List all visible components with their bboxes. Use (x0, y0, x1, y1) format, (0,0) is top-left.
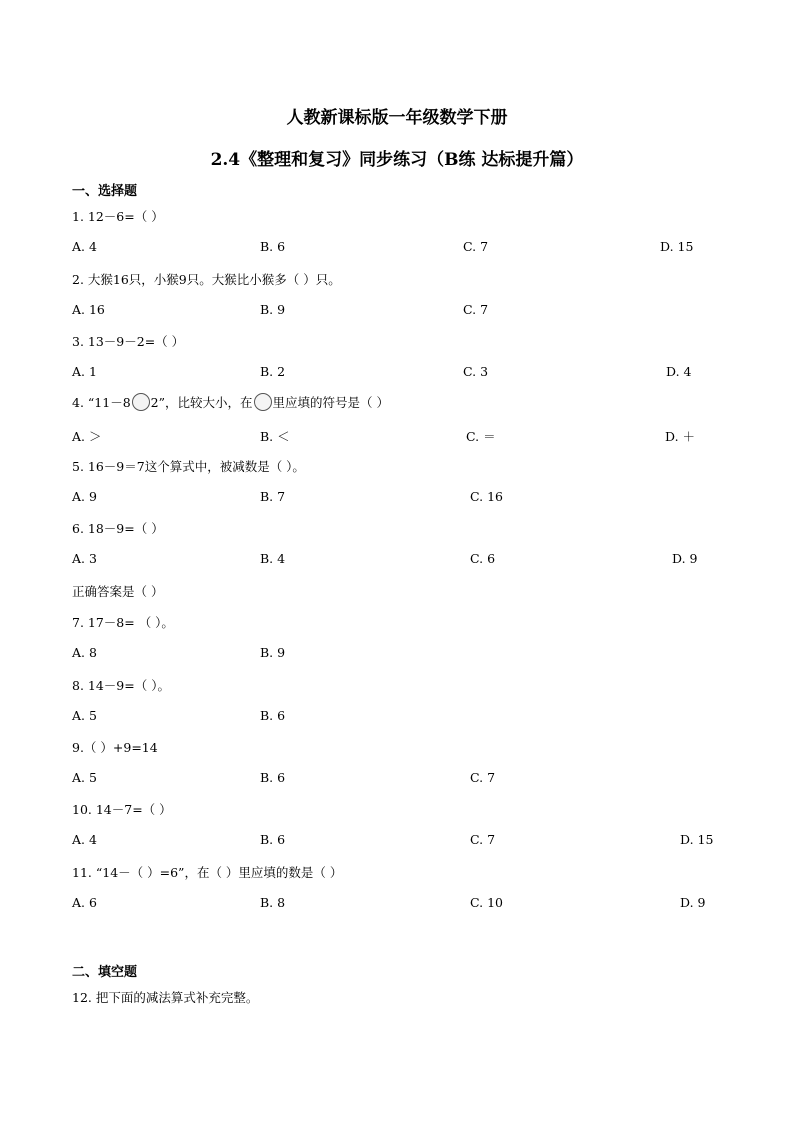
option-7-b: B. 9 (260, 645, 286, 660)
option-2-c: C. 7 (463, 302, 489, 317)
section-heading-choice: 一、选择题 (72, 184, 138, 199)
option-10-b: B. 6 (260, 832, 286, 847)
option-9-c: C. 7 (470, 770, 496, 785)
option-1-c: C. 7 (463, 239, 489, 254)
option-8-a: A. 5 (72, 708, 97, 723)
question-3: 3. 13－9－2=（ ） (72, 334, 185, 349)
option-2-a: A. 16 (72, 302, 105, 317)
question-2: 2. 大猴16只，小猴9只。大猴比小猴多（ ）只。 (72, 272, 341, 287)
question-4-part-2: 2”，比较大小，在 (150, 395, 253, 410)
section-heading-fill: 二、填空题 (72, 965, 138, 980)
option-6-d: D. 9 (672, 551, 698, 566)
question-8: 8. 14－9=（ ）。 (72, 678, 170, 693)
option-11-d: D. 9 (680, 895, 706, 910)
option-1-a: A. 4 (72, 239, 97, 254)
question-5: 5. 16－9＝7这个算式中，被减数是（ ）。 (72, 459, 305, 474)
question-4-part-1: 4. “11－8 (72, 395, 131, 410)
option-11-b: B. 8 (260, 895, 286, 910)
blank-circle-icon (132, 393, 150, 411)
option-6-c: C. 6 (470, 551, 496, 566)
option-3-b: B. 2 (260, 364, 286, 379)
question-10: 10. 14－7=（ ） (72, 802, 172, 817)
option-8-b: B. 6 (260, 708, 286, 723)
question-11: 11. “14－（ ）=6”，在（ ）里应填的数是（ ） (72, 865, 343, 880)
option-9-b: B. 6 (260, 770, 286, 785)
option-4-b: B. ＜ (260, 429, 290, 444)
option-3-d: D. 4 (666, 364, 692, 379)
option-4-a: A. ＞ (72, 429, 102, 444)
document-title: 人教新课标版一年级数学下册 (286, 108, 508, 128)
question-9: 9.（ ）+9=14 (72, 740, 158, 755)
option-1-d: D. 15 (660, 239, 694, 254)
option-3-a: A. 1 (72, 364, 97, 379)
question-4 (72, 393, 389, 411)
option-1-b: B. 6 (260, 239, 286, 254)
option-7-a: A. 8 (72, 645, 97, 660)
option-10-d: D. 15 (680, 832, 714, 847)
option-5-b: B. 7 (260, 489, 286, 504)
document-subtitle: 2.4《整理和复习》同步练习（B练 达标提升篇） (210, 150, 584, 170)
option-11-a: A. 6 (72, 895, 97, 910)
option-4-d: D. ＋ (665, 429, 696, 444)
question-12: 12. 把下面的减法算式补充完整。 (72, 990, 259, 1005)
question-4-part-3: 里应填的符号是（ ） (272, 395, 389, 410)
option-6-a: A. 3 (72, 551, 97, 566)
question-6: 6. 18－9=（ ） (72, 521, 164, 536)
answer-prompt: 正确答案是（ ） (72, 584, 164, 599)
option-5-c: C. 16 (470, 489, 503, 504)
blank-circle-icon (254, 393, 272, 411)
option-3-c: C. 3 (463, 364, 489, 379)
option-4-c: C. ＝ (466, 429, 496, 444)
option-9-a: A. 5 (72, 770, 97, 785)
option-11-c: C. 10 (470, 895, 503, 910)
option-10-a: A. 4 (72, 832, 97, 847)
option-5-a: A. 9 (72, 489, 97, 504)
question-1: 1. 12－6=（ ） (72, 209, 164, 224)
option-6-b: B. 4 (260, 551, 286, 566)
option-10-c: C. 7 (470, 832, 496, 847)
option-2-b: B. 9 (260, 302, 286, 317)
question-7: 7. 17－8= （ ）。 (72, 615, 174, 630)
